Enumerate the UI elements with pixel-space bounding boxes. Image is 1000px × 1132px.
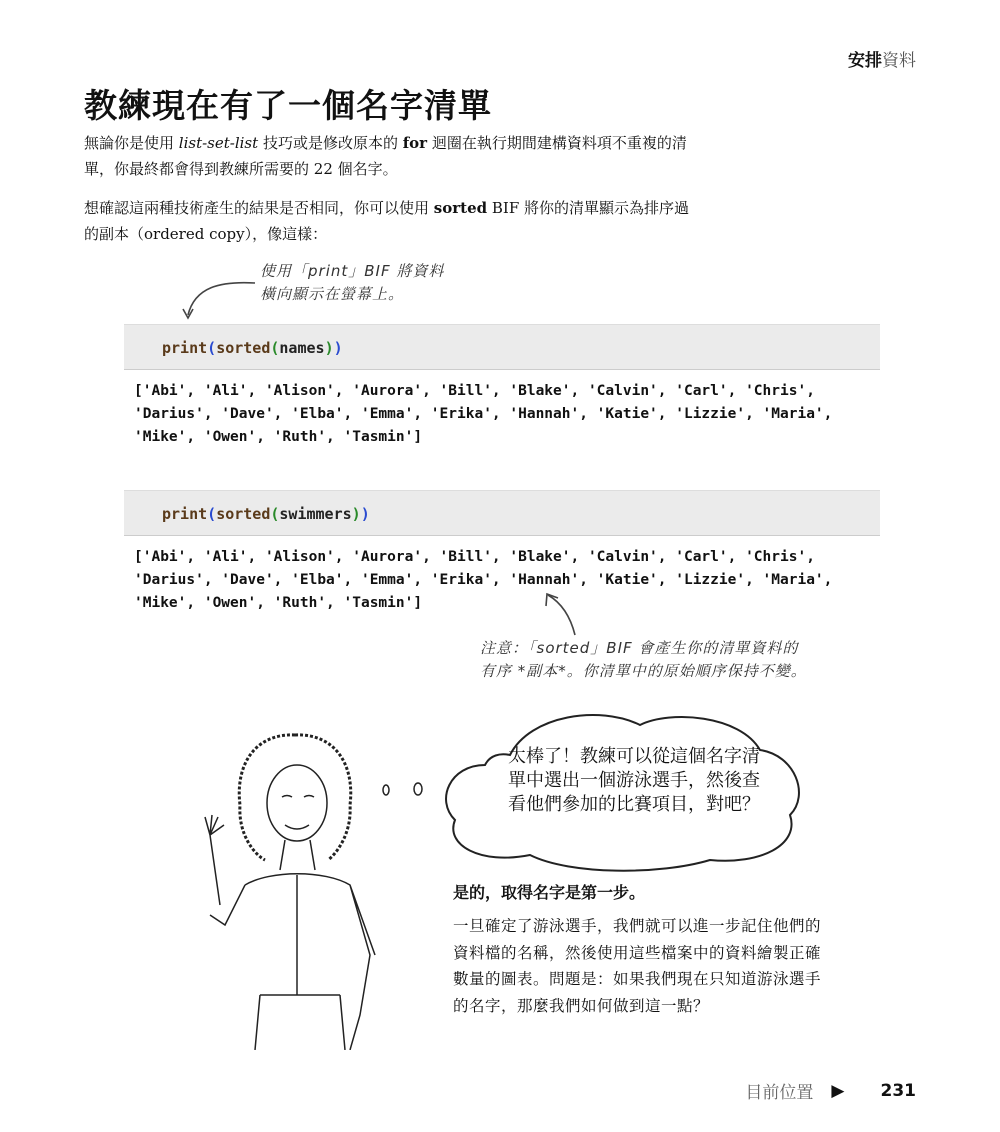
annotation-arrow-icon [540,590,590,640]
triangle-right-icon: ▶ [831,1080,845,1101]
code-output-swimmers: ['Abi', 'Ali', 'Alison', 'Aurora', 'Bill', 'Blake', 'Calvin', 'Carl', 'Chris', 'Darius', 'Dave', 'Elba', 'Emma', 'Erika', 'Hannah', 'Katie', 'Lizzie', 'Maria', 'Mike', 'Owen', 'Ruth', 'Tasmin'] [134,549,833,611]
page-number: 231 [880,1080,916,1101]
paragraph-2: 想確認這兩種技術產生的結果是否相同，你可以使用 sorted BIF 將你的清單顯示為排序過的副本（ordered copy），像這樣： [84,199,690,243]
page-title: 教練現在有了一個名字清單 [84,86,492,125]
section-header: 安排資料 [848,51,916,71]
answer-body: 一旦確定了游泳選手，我們就可以進一步記住他們的資料檔的名稱，然後使用這些檔案中的資料繪製正確數量的圖表。問題是：如果我們現在只知道游泳選手的名字，那麼我們如何做到這一點？ [453,917,822,1015]
sorted-annotation: 注意：「sorted」BIF 會產生你的清單資料的 有序 *副本*。你清單中的原始順序保持不變。 [480,639,807,680]
woman-illustration-icon [200,725,390,1050]
page-footer [745,1078,916,1103]
thought-bubble-text: 太棒了！教練可以從這個名字清單中選出一個游泳選手，然後查看他們參加的比賽項目，對吧？ [508,746,760,815]
code-output-names: ['Abi', 'Ali', 'Alison', 'Aurora', 'Bill', 'Blake', 'Calvin', 'Carl', 'Chris', 'Darius', 'Dave', 'Elba', 'Emma', 'Erika', 'Hannah', 'Katie', 'Lizzie', 'Maria', 'Mike', 'Owen', 'Ruth', 'Tasmin'] [134,383,833,445]
you-are-here-label: 目前位置 [745,1083,814,1103]
code-cell-swimmers: print(sorted(swimmers)) [124,490,880,536]
annotation-arrow-icon [180,275,260,325]
print-annotation: 使用「print」BIF 將資料 橫向顯示在螢幕上。 [260,262,445,303]
answer-heading: 是的，取得名字是第一步。 [453,883,646,902]
code-cell-names: print(sorted(names)) [124,324,880,370]
paragraph-1: 無論你是使用 list-set-list 技巧或是修改原本的 for 迴圈在執行期間建構資料項不重複的清單，你最終都會得到教練所需要的 22 個名字。 [84,134,687,178]
